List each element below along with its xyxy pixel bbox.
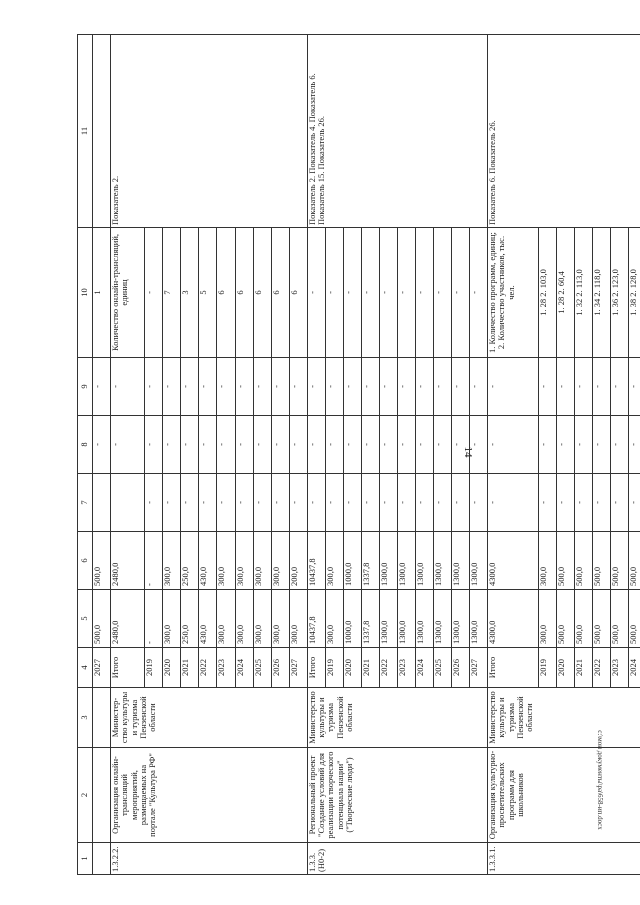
measure-name-cell: Организация онлайн-трансляций мероприятий, размещаемых на портале "Культура РФ"	[111, 748, 308, 843]
value-cell: -	[307, 416, 325, 474]
value-cell: -	[145, 358, 163, 416]
value-cell: 300,0	[325, 532, 343, 590]
program-table-wrapper	[77, 35, 640, 875]
year-cell: 2022	[199, 648, 217, 688]
value-cell: 300,0	[217, 532, 235, 590]
value-cell: -	[538, 416, 556, 474]
value-cell: -	[307, 228, 325, 358]
year-cell: 2024	[415, 648, 433, 688]
value-cell: 300,0	[538, 590, 556, 648]
value-cell: -	[163, 358, 181, 416]
value-cell: -	[253, 474, 271, 532]
year-cell: Итого	[111, 648, 145, 688]
value-cell: -	[235, 416, 253, 474]
year-cell: 2020	[163, 648, 181, 688]
col-header: 11	[78, 35, 93, 228]
value-cell: 1. 28 2. 103,0	[538, 228, 556, 358]
value-cell: 300,0	[235, 590, 253, 648]
value-cell: -	[538, 474, 556, 532]
program-table	[77, 34, 640, 875]
value-cell: 430,0	[199, 590, 217, 648]
value-cell: 300,0	[217, 590, 235, 648]
value-cell: -	[574, 474, 592, 532]
value-cell: -	[289, 474, 307, 532]
value-cell: 500,0	[592, 532, 610, 590]
value-cell: -	[93, 416, 111, 474]
value-cell: 5	[199, 228, 217, 358]
page-number: 14	[462, 446, 474, 458]
year-cell: 2027	[93, 648, 111, 688]
value-cell: -	[470, 358, 488, 416]
value-cell: -	[451, 358, 469, 416]
value-cell: -	[253, 358, 271, 416]
value-cell: 500,0	[574, 590, 592, 648]
year-cell: 2027	[289, 648, 307, 688]
value-cell: -	[325, 358, 343, 416]
value-cell: -	[415, 416, 433, 474]
measure-name-cell: Организация культурно-просветительских программ для школьников	[488, 748, 640, 843]
value-cell: 500,0	[610, 590, 628, 648]
value-cell: 7	[163, 228, 181, 358]
year-cell: 2020	[556, 648, 574, 688]
value-cell: -	[628, 416, 640, 474]
value-cell: -	[488, 358, 539, 416]
value-cell: 6	[253, 228, 271, 358]
year-cell: 2022	[379, 648, 397, 688]
value-cell: 10437,8	[307, 532, 325, 590]
value-cell: 4300,0	[488, 532, 539, 590]
value-cell: 2480,0	[111, 590, 145, 648]
value-cell: 1337,8	[361, 590, 379, 648]
value-cell: -	[343, 228, 361, 358]
value-cell: -	[379, 416, 397, 474]
code-cell: 1.3.3.1.	[488, 843, 640, 875]
value-cell: -	[343, 416, 361, 474]
value-cell: 1300,0	[379, 532, 397, 590]
value-cell: -	[574, 416, 592, 474]
table-row	[488, 35, 539, 875]
value-cell: -	[217, 358, 235, 416]
value-cell: -	[397, 474, 415, 532]
col-header: 4	[78, 648, 93, 688]
year-cell: 2021	[181, 648, 199, 688]
value-cell: -	[451, 474, 469, 532]
year-cell: 2026	[271, 648, 289, 688]
indicator-ref-cell: Показатель 6. Показатель 26.	[488, 35, 640, 228]
value-cell: -	[343, 474, 361, 532]
value-cell: -	[610, 358, 628, 416]
value-cell: 300,0	[271, 532, 289, 590]
value-cell: -	[379, 474, 397, 532]
value-cell: -	[610, 474, 628, 532]
year-cell: 2021	[574, 648, 592, 688]
indicator-ref-cell: Показатель 2.	[111, 35, 308, 228]
value-cell: -	[610, 416, 628, 474]
indicator-name-cell: Количество онлайн-трансляций, единиц	[111, 228, 145, 358]
value-cell: -	[592, 358, 610, 416]
col-header: 3	[78, 688, 93, 748]
value-cell: -	[343, 358, 361, 416]
value-cell: -	[397, 416, 415, 474]
value-cell: -	[397, 358, 415, 416]
value-cell: 300,0	[253, 532, 271, 590]
value-cell: -	[556, 416, 574, 474]
value-cell: -	[163, 474, 181, 532]
value-cell: -	[433, 416, 451, 474]
col-header: 7	[78, 474, 93, 532]
value-cell: -	[235, 358, 253, 416]
value-cell: 250,0	[181, 532, 199, 590]
value-cell: 1. 36 2. 123,0	[610, 228, 628, 358]
value-cell: -	[271, 358, 289, 416]
value-cell: 500,0	[574, 532, 592, 590]
value-cell: 300,0	[538, 532, 556, 590]
value-cell: -	[397, 228, 415, 358]
block-133	[307, 35, 487, 875]
executor-cell: Министерство культуры и туризма Пензенской области	[488, 688, 640, 748]
value-cell: -	[145, 474, 163, 532]
year-cell: 2027	[470, 648, 488, 688]
value-cell: -	[111, 358, 145, 416]
value-cell: -	[145, 228, 163, 358]
value-cell: 1300,0	[433, 532, 451, 590]
year-cell: 2023	[217, 648, 235, 688]
value-cell: -	[433, 358, 451, 416]
block-1331	[488, 35, 640, 875]
col-header: 10	[78, 228, 93, 358]
year-cell: 2023	[397, 648, 415, 688]
measure-name-cell: Региональный проект "Создание условий для реализации творческого потенциала нации" ("Творческие люди")	[307, 748, 487, 843]
value-cell: -	[271, 474, 289, 532]
value-cell: 1000,0	[343, 590, 361, 648]
value-cell: 1300,0	[433, 590, 451, 648]
value-cell: 6	[235, 228, 253, 358]
value-cell: 200,0	[289, 532, 307, 590]
value-cell: -	[235, 474, 253, 532]
value-cell: -	[415, 228, 433, 358]
value-cell: 1300,0	[470, 590, 488, 648]
value-cell: 1300,0	[379, 590, 397, 648]
value-cell: -	[415, 358, 433, 416]
code-cell: 1.3.2.2.	[111, 843, 308, 875]
value-cell: -	[181, 358, 199, 416]
value-cell: -	[325, 474, 343, 532]
value-cell: -	[361, 474, 379, 532]
value-cell: 300,0	[325, 590, 343, 648]
value-cell: 500,0	[628, 590, 640, 648]
col-header: 8	[78, 416, 93, 474]
value-cell: 4300,0	[488, 590, 539, 648]
col-header: 1	[78, 843, 93, 875]
table-row	[307, 35, 325, 875]
value-cell: 500,0	[628, 532, 640, 590]
value-cell: 3	[181, 228, 199, 358]
value-cell: 1300,0	[470, 532, 488, 590]
value-cell: 1300,0	[451, 590, 469, 648]
year-cell: 2022	[592, 648, 610, 688]
table-row	[93, 35, 111, 875]
value-cell: 2480,0	[111, 532, 145, 590]
value-cell: -	[538, 358, 556, 416]
value-cell: 500,0	[93, 532, 111, 590]
value-cell: -	[253, 416, 271, 474]
value-cell	[93, 35, 111, 228]
year-cell: 2020	[343, 648, 361, 688]
value-cell: -	[592, 474, 610, 532]
year-cell: 2021	[361, 648, 379, 688]
value-cell: 1300,0	[451, 532, 469, 590]
value-cell: -	[470, 474, 488, 532]
value-cell: -	[556, 358, 574, 416]
value-cell: 430,0	[199, 532, 217, 590]
value-cell: -	[361, 358, 379, 416]
value-cell: -	[289, 358, 307, 416]
col-header: 5	[78, 590, 93, 648]
value-cell: -	[574, 358, 592, 416]
col-header: 6	[78, 532, 93, 590]
value-cell: -	[271, 416, 289, 474]
year-cell: 2026	[451, 648, 469, 688]
value-cell: -	[470, 416, 488, 474]
value-cell: -	[433, 474, 451, 532]
value-cell: -	[111, 416, 145, 474]
year-cell: 2024	[235, 648, 253, 688]
value-cell: 10437,8	[307, 590, 325, 648]
value-cell: -	[488, 416, 539, 474]
value-cell: -	[325, 416, 343, 474]
value-cell: 300,0	[289, 590, 307, 648]
value-cell: -	[379, 228, 397, 358]
value-cell: -	[289, 416, 307, 474]
year-cell: 2024	[628, 648, 640, 688]
year-cell: 2019	[538, 648, 556, 688]
col-header: 2	[78, 748, 93, 843]
value-cell: 300,0	[163, 590, 181, 648]
value-cell: -	[217, 416, 235, 474]
value-cell: 300,0	[235, 532, 253, 590]
value-cell: -	[361, 416, 379, 474]
value-cell: 500,0	[556, 532, 574, 590]
value-cell	[111, 474, 145, 532]
value-cell: -	[361, 228, 379, 358]
year-cell: 2025	[253, 648, 271, 688]
value-cell	[93, 474, 111, 532]
year-cell: Итого	[488, 648, 539, 688]
value-cell: 6	[289, 228, 307, 358]
value-cell: -	[145, 590, 163, 648]
value-cell: -	[415, 474, 433, 532]
year-cell: 2023	[610, 648, 628, 688]
column-number-row	[78, 35, 93, 875]
value-cell: -	[181, 416, 199, 474]
value-cell: 500,0	[610, 532, 628, 590]
executor-cell: Министер-ство культуры и туризма Пензенской области	[111, 688, 308, 748]
year-cell: 2019	[325, 648, 343, 688]
value-cell: -	[145, 532, 163, 590]
value-cell: -	[307, 474, 325, 532]
value-cell: -	[379, 358, 397, 416]
value-cell: 1000,0	[343, 532, 361, 590]
value-cell: -	[307, 358, 325, 416]
value-cell: 250,0	[181, 590, 199, 648]
value-cell: 6	[217, 228, 235, 358]
value-cell: -	[181, 474, 199, 532]
year-cell: 2019	[145, 648, 163, 688]
value-cell: 1300,0	[415, 590, 433, 648]
indicator-name-cell: 1. Количество программ, единиц; 2. Количество участников, тыс. чел.	[488, 228, 539, 358]
year-cell: 2025	[433, 648, 451, 688]
value-cell: 300,0	[271, 590, 289, 648]
value-cell: -	[145, 416, 163, 474]
value-cell: 1337,8	[361, 532, 379, 590]
value-cell: -	[217, 474, 235, 532]
value-cell: 500,0	[592, 590, 610, 648]
value-cell: 1	[93, 228, 111, 358]
value-cell: -	[628, 474, 640, 532]
value-cell: 1300,0	[397, 590, 415, 648]
value-cell: -	[628, 358, 640, 416]
footer-path: c:\мои документы\ра\658-ип.docx	[596, 730, 604, 830]
table-row	[111, 35, 145, 875]
col-header: 9	[78, 358, 93, 416]
value-cell: 1. 34 2. 118,0	[592, 228, 610, 358]
value-cell: -	[433, 228, 451, 358]
value-cell: -	[470, 228, 488, 358]
value-cell: -	[199, 474, 217, 532]
year-cell: Итого	[307, 648, 325, 688]
value-cell: -	[93, 358, 111, 416]
value-cell: -	[199, 416, 217, 474]
value-cell: 500,0	[556, 590, 574, 648]
value-cell: 300,0	[163, 532, 181, 590]
value-cell: 1300,0	[397, 532, 415, 590]
value-cell: -	[592, 416, 610, 474]
value-cell: 1. 28 2. 60,4	[556, 228, 574, 358]
value-cell: 500,0	[93, 590, 111, 648]
block-1322	[111, 35, 308, 875]
indicator-ref-cell: Показатель 2. Показатель 4. Показатель 6. Показатель 15. Показатель 26.	[307, 35, 487, 228]
value-cell: 300,0	[253, 590, 271, 648]
value-cell: -	[325, 228, 343, 358]
value-cell: -	[451, 228, 469, 358]
value-cell: -	[556, 474, 574, 532]
code-cell: 1.3.3. (Н0-2)	[307, 843, 487, 875]
value-cell: -	[199, 358, 217, 416]
executor-cell: Министерство культуры и туризма Пензенской области	[307, 688, 487, 748]
value-cell: -	[488, 474, 539, 532]
value-cell: 1. 32 2. 113,0	[574, 228, 592, 358]
value-cell: -	[163, 416, 181, 474]
value-cell: 6	[271, 228, 289, 358]
value-cell: 1. 38 2. 128,0	[628, 228, 640, 358]
value-cell: -	[451, 416, 469, 474]
value-cell: 1300,0	[415, 532, 433, 590]
